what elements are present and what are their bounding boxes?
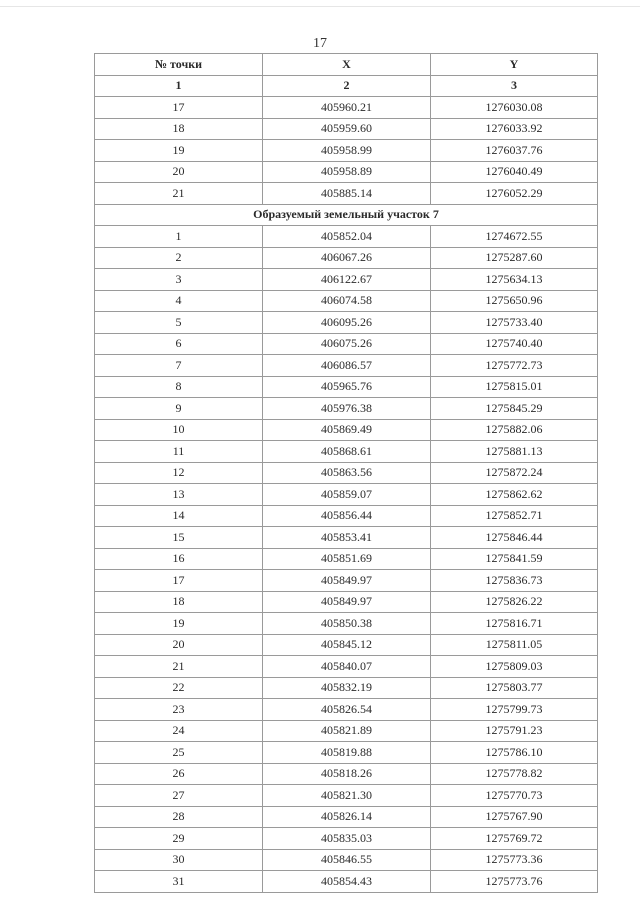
cell-x: 405976.38 (263, 398, 431, 420)
cell-x: 405821.89 (263, 720, 431, 742)
cell-y: 1275803.77 (431, 677, 598, 699)
cell-point-number: 23 (95, 699, 263, 721)
table-row (95, 269, 598, 291)
cell-x: 405835.03 (263, 828, 431, 850)
cell-point-number: 14 (95, 505, 263, 527)
table-row (95, 290, 598, 312)
table-row (95, 161, 598, 183)
cell-x: 405819.88 (263, 742, 431, 764)
cell-x: 405853.41 (263, 527, 431, 549)
cell-x: 405846.55 (263, 849, 431, 871)
cell-x: 405826.14 (263, 806, 431, 828)
cell-y: 1275845.29 (431, 398, 598, 420)
cell-point-number: 4 (95, 290, 263, 312)
cell-point-number: 27 (95, 785, 263, 807)
table-row (95, 183, 598, 205)
cell-y: 1275816.71 (431, 613, 598, 635)
cell-point-number: 19 (95, 140, 263, 162)
table-row (95, 613, 598, 635)
cell-x: 405852.04 (263, 226, 431, 248)
cell-y: 1275852.71 (431, 505, 598, 527)
cell-x: 406074.58 (263, 290, 431, 312)
cell-x: 405849.97 (263, 591, 431, 613)
cell-y: 1275815.01 (431, 376, 598, 398)
cell-y: 1275740.40 (431, 333, 598, 355)
column-number-2: 2 (263, 75, 431, 97)
cell-y: 1275881.13 (431, 441, 598, 463)
cell-x: 405863.56 (263, 462, 431, 484)
cell-y: 1275826.22 (431, 591, 598, 613)
cell-y: 1275846.44 (431, 527, 598, 549)
cell-point-number: 12 (95, 462, 263, 484)
cell-y: 1274672.55 (431, 226, 598, 248)
coordinates-table (94, 53, 598, 893)
column-number-row (95, 75, 598, 97)
table-row (95, 763, 598, 785)
cell-point-number: 19 (95, 613, 263, 635)
table-row (95, 462, 598, 484)
cell-y: 1275809.03 (431, 656, 598, 678)
header-x: X (263, 54, 431, 76)
table-header-row (95, 54, 598, 76)
cell-x: 405868.61 (263, 441, 431, 463)
cell-y: 1275862.62 (431, 484, 598, 506)
cell-x: 406075.26 (263, 333, 431, 355)
cell-point-number: 7 (95, 355, 263, 377)
table-row (95, 441, 598, 463)
cell-x: 405965.76 (263, 376, 431, 398)
cell-y: 1275634.13 (431, 269, 598, 291)
cell-point-number: 26 (95, 763, 263, 785)
cell-x: 405959.60 (263, 118, 431, 140)
table-row (95, 376, 598, 398)
rows-after-section (95, 226, 598, 893)
table-row (95, 140, 598, 162)
cell-point-number: 20 (95, 634, 263, 656)
cell-y: 1275772.73 (431, 355, 598, 377)
cell-x: 405869.49 (263, 419, 431, 441)
cell-point-number: 18 (95, 118, 263, 140)
cell-y: 1276040.49 (431, 161, 598, 183)
section-title: Образуемый земельный участок 7 (95, 204, 598, 226)
cell-x: 405845.12 (263, 634, 431, 656)
cell-point-number: 28 (95, 806, 263, 828)
cell-y: 1275767.90 (431, 806, 598, 828)
cell-point-number: 22 (95, 677, 263, 699)
cell-point-number: 29 (95, 828, 263, 850)
cell-point-number: 20 (95, 161, 263, 183)
table-row (95, 806, 598, 828)
cell-point-number: 17 (95, 97, 263, 119)
table-row (95, 570, 598, 592)
cell-point-number: 15 (95, 527, 263, 549)
cell-point-number: 17 (95, 570, 263, 592)
cell-x: 405958.99 (263, 140, 431, 162)
cell-x: 406067.26 (263, 247, 431, 269)
cell-point-number: 6 (95, 333, 263, 355)
cell-y: 1275650.96 (431, 290, 598, 312)
cell-y: 1275811.05 (431, 634, 598, 656)
cell-y: 1276037.76 (431, 140, 598, 162)
cell-point-number: 2 (95, 247, 263, 269)
header-point-number: № точки (95, 54, 263, 76)
cell-point-number: 16 (95, 548, 263, 570)
cell-point-number: 5 (95, 312, 263, 334)
cell-point-number: 18 (95, 591, 263, 613)
cell-x: 406095.26 (263, 312, 431, 334)
cell-point-number: 21 (95, 656, 263, 678)
cell-point-number: 1 (95, 226, 263, 248)
cell-point-number: 21 (95, 183, 263, 205)
cell-x: 405854.43 (263, 871, 431, 893)
cell-point-number: 9 (95, 398, 263, 420)
cell-y: 1275773.76 (431, 871, 598, 893)
cell-x: 405832.19 (263, 677, 431, 699)
table-row (95, 699, 598, 721)
table-row (95, 333, 598, 355)
cell-y: 1275882.06 (431, 419, 598, 441)
header-y: Y (431, 54, 598, 76)
table-row (95, 247, 598, 269)
cell-y: 1275287.60 (431, 247, 598, 269)
cell-x: 405960.21 (263, 97, 431, 119)
cell-x: 405818.26 (263, 763, 431, 785)
cell-point-number: 24 (95, 720, 263, 742)
cell-point-number: 25 (95, 742, 263, 764)
table-row (95, 118, 598, 140)
cell-x: 405826.54 (263, 699, 431, 721)
table-row (95, 505, 598, 527)
table-row (95, 398, 598, 420)
cell-y: 1275769.72 (431, 828, 598, 850)
cell-y: 1275791.23 (431, 720, 598, 742)
table-row (95, 484, 598, 506)
cell-x: 405856.44 (263, 505, 431, 527)
cell-y: 1275872.24 (431, 462, 598, 484)
table-row (95, 355, 598, 377)
cell-y: 1275841.59 (431, 548, 598, 570)
cell-y: 1275836.73 (431, 570, 598, 592)
cell-y: 1275770.73 (431, 785, 598, 807)
cell-x: 405859.07 (263, 484, 431, 506)
cell-y: 1275786.10 (431, 742, 598, 764)
cell-y: 1275733.40 (431, 312, 598, 334)
cell-x: 405958.89 (263, 161, 431, 183)
cell-y: 1276033.92 (431, 118, 598, 140)
cell-point-number: 8 (95, 376, 263, 398)
cell-y: 1276052.29 (431, 183, 598, 205)
table-row (95, 849, 598, 871)
table-row (95, 742, 598, 764)
table-row (95, 591, 598, 613)
table-row (95, 97, 598, 119)
cell-x: 405851.69 (263, 548, 431, 570)
cell-x: 406122.67 (263, 269, 431, 291)
table-row (95, 527, 598, 549)
cell-x: 405821.30 (263, 785, 431, 807)
page-number: 17 (313, 36, 327, 51)
table-row (95, 677, 598, 699)
column-number-1: 1 (95, 75, 263, 97)
table-row (95, 828, 598, 850)
cell-y: 1276030.08 (431, 97, 598, 119)
table-row (95, 419, 598, 441)
cell-point-number: 10 (95, 419, 263, 441)
cell-y: 1275778.82 (431, 763, 598, 785)
cell-y: 1275773.36 (431, 849, 598, 871)
cell-x: 406086.57 (263, 355, 431, 377)
table-row (95, 226, 598, 248)
cell-x: 405850.38 (263, 613, 431, 635)
cell-point-number: 13 (95, 484, 263, 506)
table-row (95, 312, 598, 334)
table-row (95, 871, 598, 893)
rows-before-section (95, 97, 598, 205)
cell-point-number: 11 (95, 441, 263, 463)
cell-x: 405849.97 (263, 570, 431, 592)
table-row (95, 656, 598, 678)
section-header-body (95, 204, 598, 226)
cell-x: 405840.07 (263, 656, 431, 678)
table-row (95, 720, 598, 742)
table-row (95, 634, 598, 656)
cell-point-number: 31 (95, 871, 263, 893)
cell-point-number: 3 (95, 269, 263, 291)
column-number-3: 3 (431, 75, 598, 97)
scan-edge-line (0, 6, 640, 7)
cell-point-number: 30 (95, 849, 263, 871)
cell-y: 1275799.73 (431, 699, 598, 721)
section-header-row (95, 204, 598, 226)
table-row (95, 548, 598, 570)
cell-x: 405885.14 (263, 183, 431, 205)
table-row (95, 785, 598, 807)
